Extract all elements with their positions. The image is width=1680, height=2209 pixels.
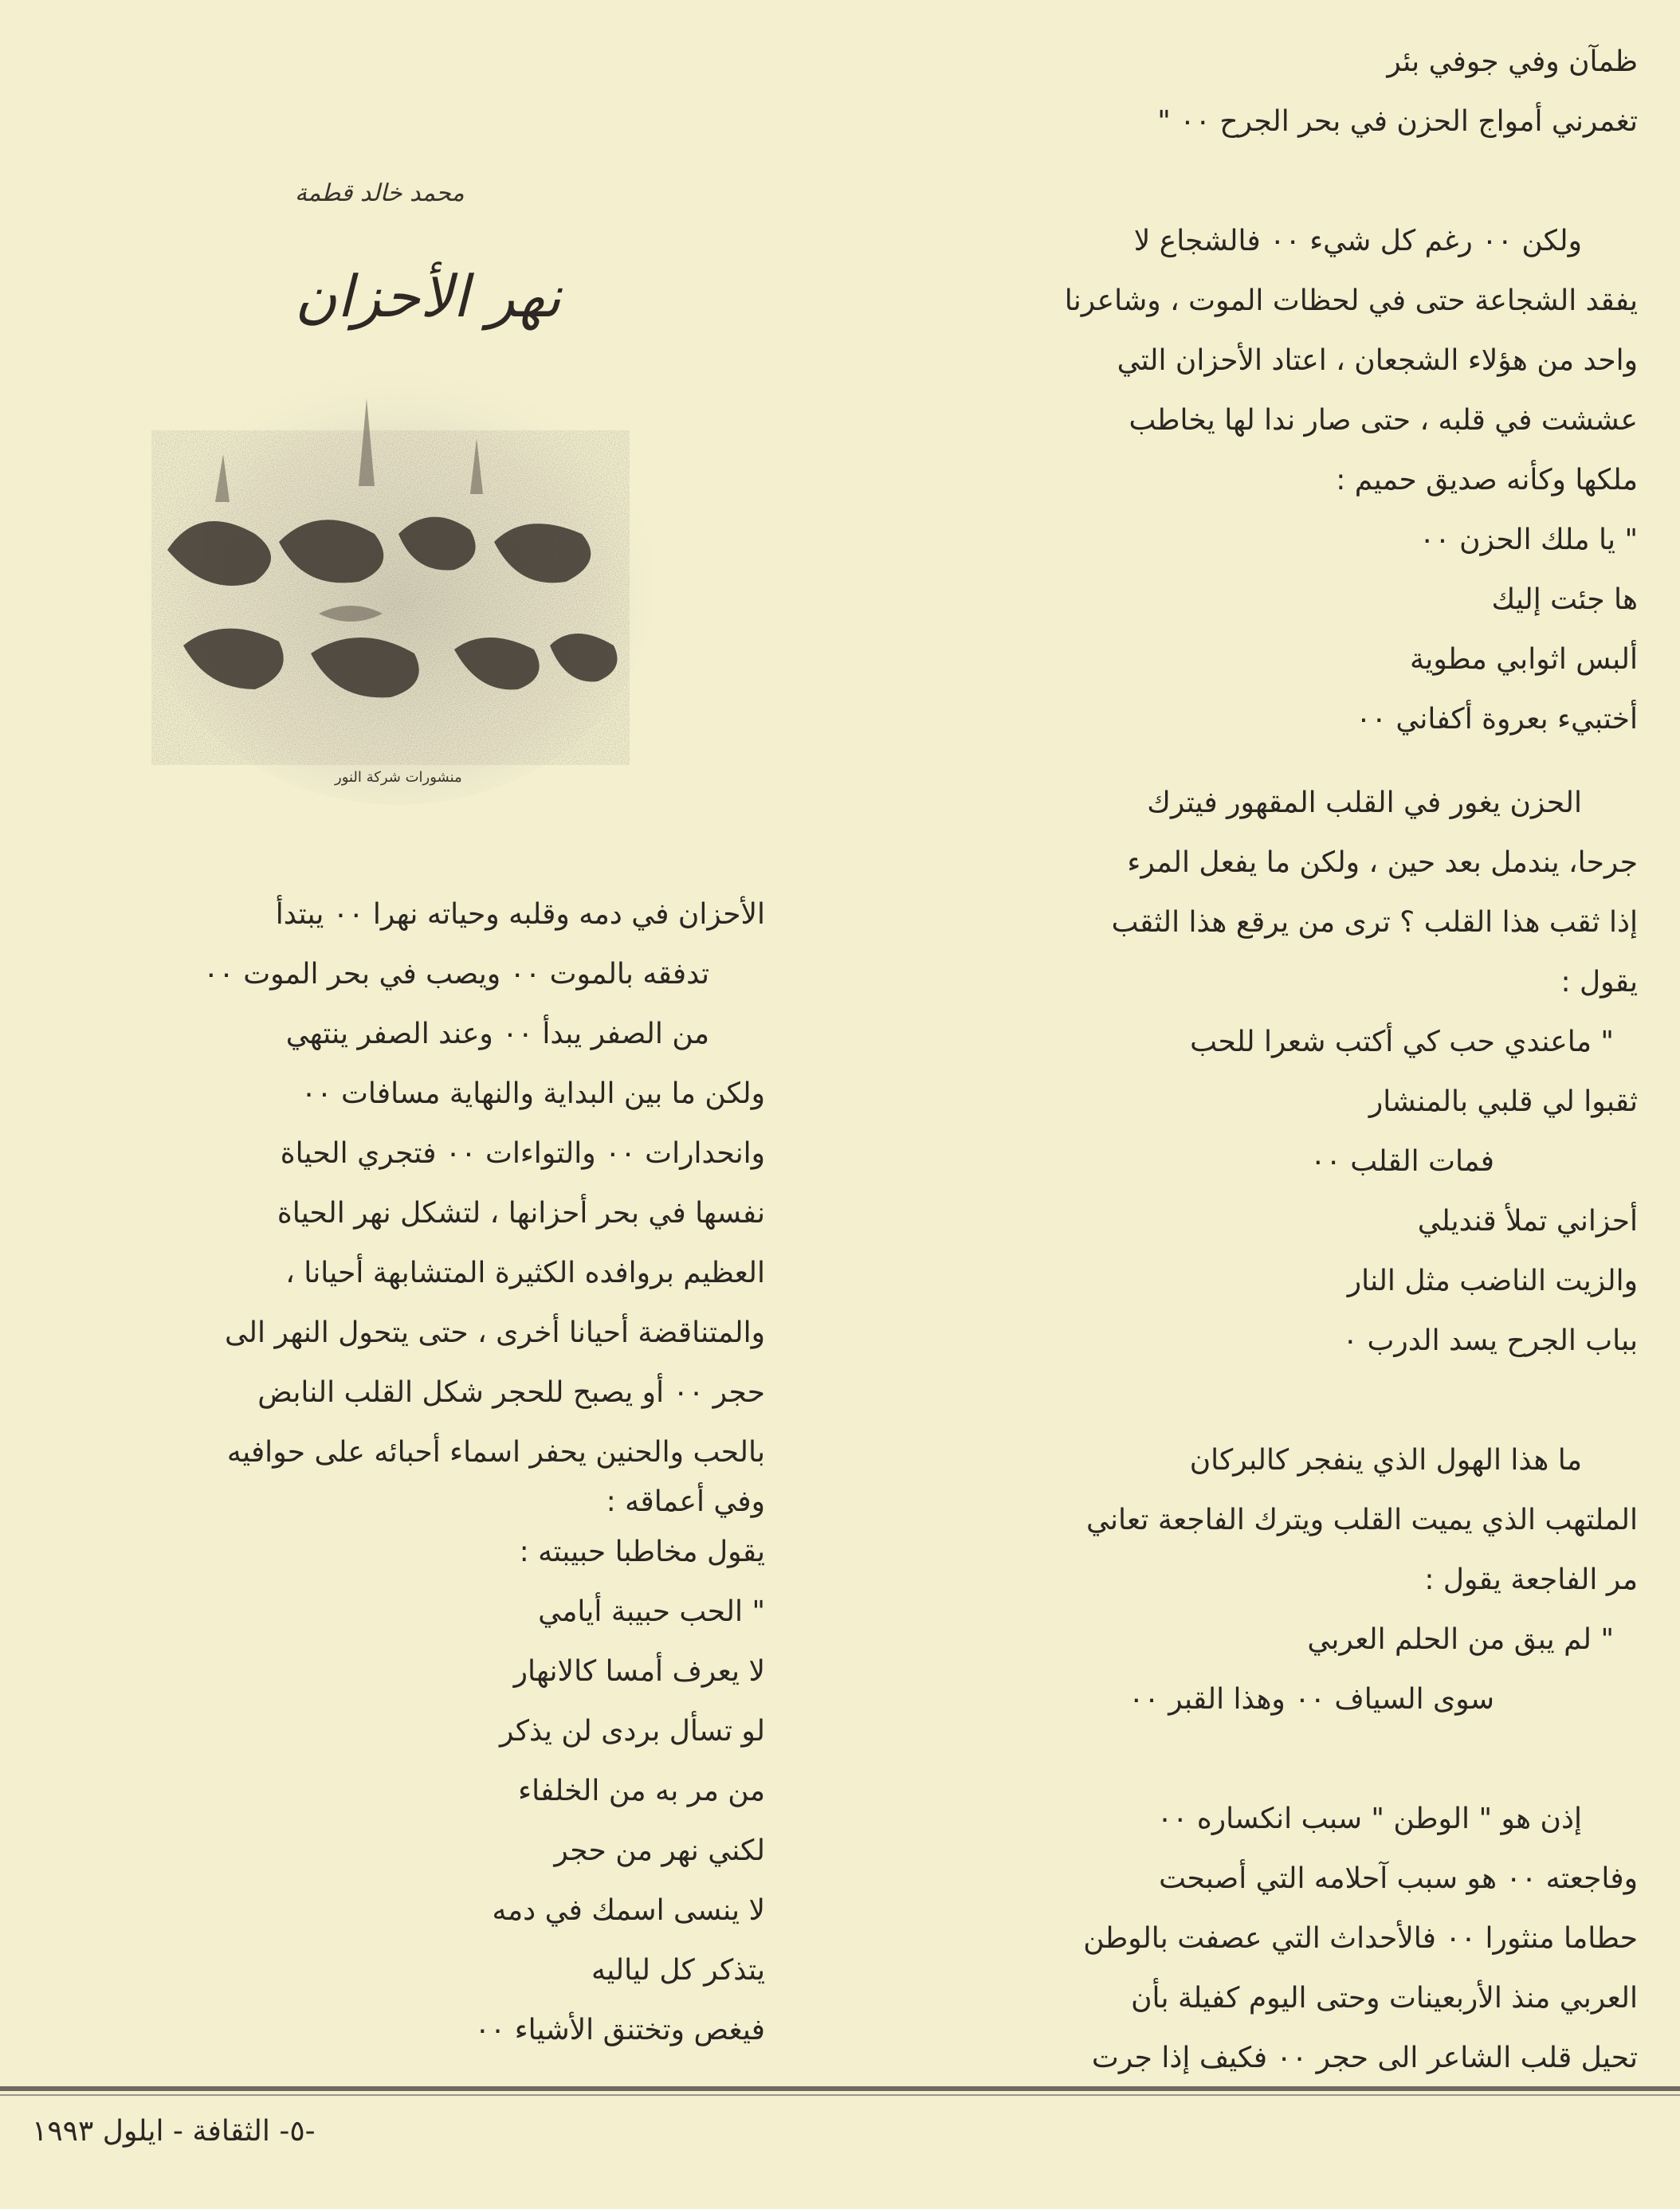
text-line: وانحدارات ٠٠ والتواءات ٠٠ فتجري الحياة <box>280 1137 765 1170</box>
poem-line: " ماعندي حب كي أكتب شعرا للحب <box>1190 1026 1614 1058</box>
left-text-column <box>32 885 765 2060</box>
text-line: جرحا، يندمل بعد حين ، ولكن ما يفعل المرء <box>1127 846 1638 879</box>
text-line: من الصفر يبدأ ٠٠ وعند الصفر ينتهي <box>285 1018 709 1050</box>
text-line: العظيم بروافده الكثيرة المتشابهة أحيانا ، <box>285 1257 765 1289</box>
poem-line: " الحب حبيبة أيامي <box>538 1595 765 1628</box>
poem-line: ألبس اثوابي مطوية <box>1410 643 1638 676</box>
text-line: يقول مخاطبا حبيبته : <box>519 1536 765 1568</box>
poem-line: فيغص وتختنق الأشياء ٠٠ <box>474 2014 765 2046</box>
text-line: تدفقه بالموت ٠٠ ويصب في بحر الموت ٠٠ <box>203 958 709 991</box>
right-text-column <box>905 32 1638 2088</box>
text-line: ولكن ما بين البداية والنهاية مسافات ٠٠ <box>300 1077 765 1110</box>
text-line: مر الفاجعة يقول : <box>1424 1564 1638 1596</box>
poem-line: بباب الجرح يسد الدرب ٠ <box>1342 1324 1638 1357</box>
cover-author-name: محمد خالد قطمة <box>295 179 465 207</box>
poem-line: سوى السياف ٠٠ وهذا القبر ٠٠ <box>1129 1683 1494 1716</box>
text-line: ظمآن وفي جوفي بئر <box>1387 45 1638 78</box>
poem-line: " يا ملك الحزن ٠٠ <box>1419 524 1638 556</box>
poem-line: ها جئت إليك <box>1491 583 1638 616</box>
text-line: والمتناقضة أحيانا أخرى ، حتى يتحول النهر الى <box>225 1316 765 1349</box>
text-line: يقول : <box>1560 966 1638 999</box>
text-line: تحيل قلب الشاعر الى حجر ٠٠ فكيف إذا جرت <box>1091 2042 1638 2074</box>
text-line: إذن هو " الوطن " سبب انكساره ٠٠ <box>1156 1803 1582 1835</box>
poem-line: " لم يبق من الحلم العربي <box>1307 1623 1614 1656</box>
text-line: تغمرني أمواج الحزن في بحر الجرح ٠٠ " <box>1157 105 1638 138</box>
text-line: عششت في قلبه ، حتى صار ندا لها يخاطب <box>1129 404 1638 437</box>
poem-line: ثقبوا لي قلبي بالمنشار <box>1368 1085 1638 1118</box>
text-line: يفقد الشجاعة حتى في لحظات الموت ، وشاعرنا <box>1064 284 1638 317</box>
text-line: وفي أعماقه : <box>606 1485 765 1518</box>
poem-line: لكني نهر من حجر <box>554 1834 765 1867</box>
poem-line: والزيت الناضب مثل النار <box>1347 1265 1638 1297</box>
page-footer: -٥- الثقافة - ايلول ١٩٩٣ <box>32 2115 316 2148</box>
poem-line: فمات القلب ٠٠ <box>1310 1145 1494 1178</box>
text-line: الحزن يغور في القلب المقهور فيترك <box>1147 787 1582 819</box>
poem-line: يتذكر كل لياليه <box>591 1954 765 1987</box>
text-line: ملكها وكأنه صديق حميم : <box>1336 464 1638 496</box>
footer-rule <box>0 2086 1680 2091</box>
text-line: نفسها في بحر أحزانها ، لتشكل نهر الحياة <box>277 1197 765 1230</box>
cover-publisher: منشورات شركة النور <box>335 769 462 786</box>
cover-title: نهر الأحزان <box>295 263 562 330</box>
poem-line: أختبيء بعروة أكفاني ٠٠ <box>1356 703 1638 736</box>
footer-rule-thin <box>0 2094 1680 2096</box>
text-line: ما هذا الهول الذي ينفجر كالبركان <box>1189 1444 1582 1477</box>
text-line: حطاما منثورا ٠٠ فالأحداث التي عصفت بالوطن <box>1083 1922 1638 1955</box>
text-line: الملتهب الذي يميت القلب ويترك الفاجعة تعاني <box>1086 1504 1638 1536</box>
poem-line: من مر به من الخلفاء <box>518 1775 765 1807</box>
text-line: إذا ثقب هذا القلب ؟ ترى من يرقع هذا الثقب <box>1111 906 1638 939</box>
text-line: حجر ٠٠ أو يصبح للحجر شكل القلب النابض <box>257 1376 765 1409</box>
text-line: وفاجعته ٠٠ هو سبب آحلامه التي أصبحت <box>1159 1862 1638 1895</box>
text-line: بالحب والحنين يحفر اسماء أحبائه على حوافيه <box>226 1436 765 1469</box>
poem-line: أحزاني تملأ قنديلي <box>1417 1205 1638 1238</box>
text-line: ولكن ٠٠ رغم كل شيء ٠٠ فالشجاع لا <box>1133 225 1582 257</box>
text-line: واحد من هؤلاء الشجعان ، اعتاد الأحزان التي <box>1117 344 1638 377</box>
poem-line: لا يعرف أمسا كالانهار <box>513 1655 765 1688</box>
poem-line: لا ينسى اسمك في دمه <box>492 1894 765 1927</box>
poem-line: لو تسأل بردى لن يذكر <box>500 1715 765 1748</box>
text-line: الأحزان في دمه وقلبه وحياته نهرا ٠٠ يبتدأ <box>275 898 765 931</box>
text-line: العربي منذ الأربعينات وحتى اليوم كفيلة بأن <box>1131 1982 1638 2015</box>
